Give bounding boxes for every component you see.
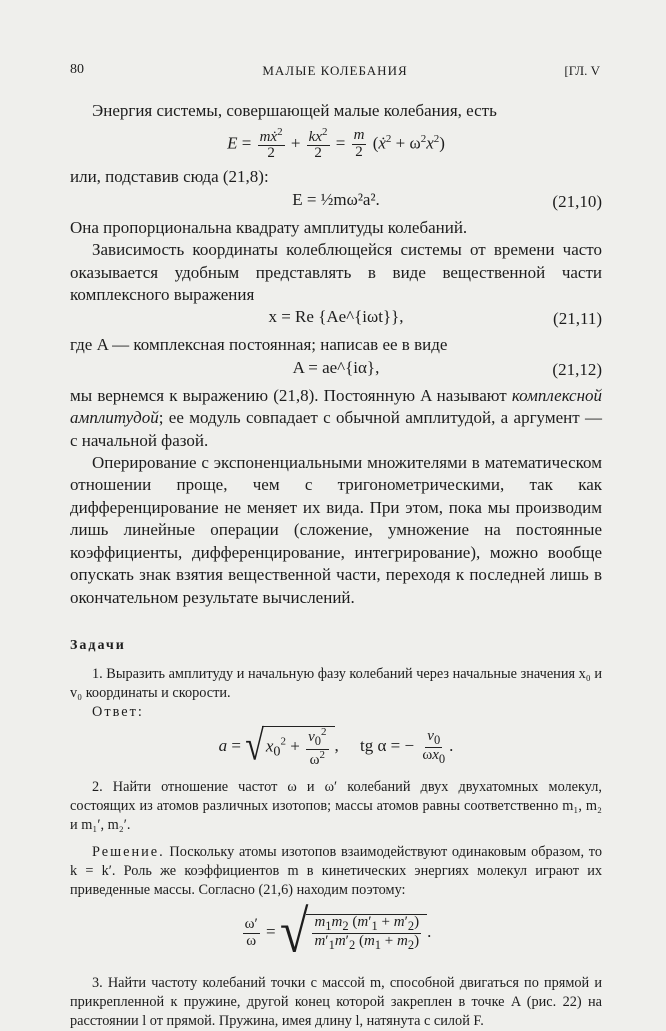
- equation-21-12: [70, 357, 602, 385]
- equation-number-21-12: (21,12): [552, 359, 602, 379]
- paragraph-complex: Зависимость координаты колеблющейся системы от времени часто оказывается удобным представлять в виде вещественной части комплексного выражения: [70, 240, 602, 305]
- solution-label: Решение.: [92, 844, 165, 861]
- chapter-label: [ГЛ. V: [564, 63, 600, 78]
- paragraph-const: где A — комплексная постоянная; написав ее в виде: [70, 335, 448, 355]
- paragraph-proportional: Она пропорциональна квадрату амплитуды колебаний.: [70, 217, 468, 237]
- equation-21-11-text: x = Re {Ae^{iωt}},: [268, 307, 404, 327]
- equation-number-21-11: (21,11): [553, 309, 602, 329]
- running-title: МАЛЫЕ КОЛЕБАНИЯ: [262, 63, 408, 78]
- equation-number-21-10: (21,10): [552, 191, 602, 211]
- problems-heading: Задачи: [70, 637, 126, 653]
- equation-21-10: [70, 189, 602, 217]
- equation-answer: [70, 722, 602, 772]
- paragraph-energy: Энергия системы, совершающей малые колебания, есть: [92, 101, 497, 120]
- equation-21-11: [70, 306, 602, 334]
- equation-21-12-text: A = ae^{iα},: [292, 357, 380, 377]
- answer-label: Ответ:: [92, 704, 144, 721]
- equation-answer-render: a = √ $x_0^2$ + $\frac{v_0^2}{\omega^2}$ , tg α = − $\frac{v_0}{\omega x_0}$ .: [218, 723, 454, 770]
- paragraph-exponential: Оперирование с экспоненциальными множителями в математическом отношении проще, чем с тригонометрическими, так как дифференцирование не меняет их вида. При этом, пока мы производим лишь линейные операции (сложение, умножение на постоянные коэффициенты, дифференцирование, интегрирование), можно вообще опускать знак взятия вещественной части, переходя к последней лишь в окончательном результате вычислений.: [70, 453, 602, 607]
- equation-solution-render: $\frac{\omega'}{\omega}$ = √ $\frac{m_1m_2 (m'_1 + m'_2)}{m'_1m'_2 (m_1 + m_2)}$ .: [244, 899, 432, 966]
- solution-text: Поскольку атомы изотопов взаимодействуют одинаковым образом, то k = k′. Роль же коэффициентов m в кинетических энергиях молекул играют их приведенные массы. Согласно (21,6) находим поэтому:: [70, 844, 602, 899]
- paragraph-complex-amplitude: [70, 385, 602, 452]
- page-number: 80: [70, 62, 84, 77]
- text-run: ; ее модуль совпадает с обычной амплитудой, а аргумент — с начальной фазой.: [70, 408, 602, 450]
- page-body: [70, 100, 602, 1031]
- page-header: [70, 62, 600, 86]
- equation-21-10-text: E = ½mω²a².: [292, 189, 380, 209]
- equation-solution: [70, 900, 602, 966]
- problem-1: 1. Выразить амплитуду и начальную фазу колебаний через начальные значения x₀ и v₀ координаты и скорости.: [70, 666, 602, 702]
- equation-energy-render: E = $\frac{mẋ^2}{2}$ + $\frac{kx^2}{2}$ = $\frac{m}{2}$ (ẋ$^2$ + $\omega^2x^2$): [227, 125, 445, 162]
- term-complex-amplitude: комплексной амплитудой: [70, 385, 602, 428]
- paragraph-substitute: или, подставив сюда (21,8):: [70, 167, 269, 187]
- equation-energy: [70, 122, 602, 166]
- text-run: мы вернемся к выражению (21,8). Постоянную A называют: [70, 385, 512, 405]
- problem-3: 3. Найти частоту колебаний точки с массой m, способной двигаться по прямой и прикрепленной к пружине, другой конец которой закреплен в точке A (рис. 22) на расстоянии l от прямой. Пружина, имея длину l, натянута с силой F.: [70, 975, 602, 1030]
- problem-2: 2. Найти отношение частот ω и ω′ колебаний двух двухатомных молекул, состоящих из атомов различных изотопов; массы атомов равны соответственно m₁, m₂ и m₁′, m₂′.: [70, 779, 602, 834]
- solution-2: [70, 843, 602, 900]
